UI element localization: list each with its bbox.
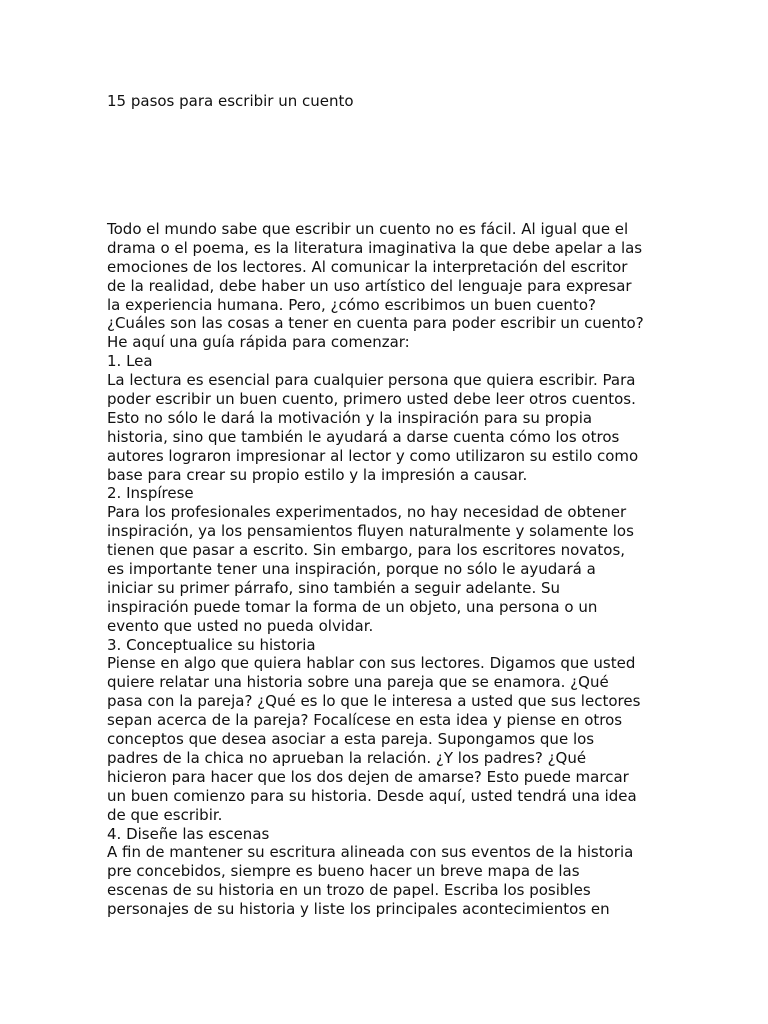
- body-line: la experiencia humana. Pero, ¿cómo escribimos un buen cuento?: [107, 295, 596, 314]
- body-line: padres de la chica no aprueban la relación. ¿Y los padres? ¿Qué: [107, 748, 587, 767]
- body-line: evento que usted no pueda olvidar.: [107, 616, 374, 635]
- body-line: La lectura es esencial para cualquier persona que quiera escribir. Para: [107, 371, 636, 390]
- body-line: emociones de los lectores. Al comunicar la interpretación del escritor: [107, 257, 628, 276]
- body-line: base para crear su propio estilo y la impresión a causar.: [107, 465, 528, 484]
- body-line: pre concebidos, siempre es bueno hacer un breve mapa de las: [107, 862, 580, 881]
- body-line: historia, sino que también le ayudará a darse cuenta cómo los otros: [107, 427, 620, 446]
- body-line: de la realidad, debe haber un uso artístico del lenguaje para expresar: [107, 276, 632, 295]
- document-title: 15 pasos para escribir un cuento: [107, 92, 354, 110]
- body-line: sepan acerca de la pareja? Focalícese en esta idea y piense en otros: [107, 711, 623, 730]
- document-body: [107, 220, 667, 919]
- body-line: drama o el poema, es la literatura imaginativa la que debe apelar a las: [107, 238, 643, 257]
- body-line: Esto no sólo le dará la motivación y la inspiración para su propia: [107, 408, 593, 427]
- body-line: autores lograron impresionar al lector y como utilizaron su estilo como: [107, 446, 639, 465]
- body-line: de que escribir.: [107, 805, 223, 824]
- body-line: A fin de mantener su escritura alineada con sus eventos de la historia: [107, 843, 634, 862]
- body-line: inspiración puede tomar la forma de un objeto, una persona o un: [107, 597, 598, 616]
- body-line: Piense en algo que quiera hablar con sus lectores. Digamos que usted: [107, 654, 636, 673]
- body-line: Para los profesionales experimentados, no hay necesidad de obtener: [107, 503, 627, 522]
- body-line: personajes de su historia y liste los principales acontecimientos en: [107, 900, 610, 919]
- body-line: inspiración, ya los pensamientos fluyen naturalmente y solamente los: [107, 522, 634, 541]
- section-heading: 1. Lea: [107, 352, 153, 371]
- body-line: He aquí una guía rápida para comenzar:: [107, 333, 410, 352]
- body-line: conceptos que desea asociar a esta pareja. Supongamos que los: [107, 730, 595, 749]
- section-heading: 3. Conceptualice su historia: [107, 635, 316, 654]
- body-line: escenas de su historia en un trozo de papel. Escriba los posibles: [107, 881, 591, 900]
- section-heading: 2. Inspírese: [107, 484, 194, 503]
- body-line: es importante tener una inspiración, porque no sólo le ayudará a: [107, 560, 596, 579]
- body-line: tienen que pasar a escrito. Sin embargo, para los escritores novatos,: [107, 541, 626, 560]
- body-line: poder escribir un buen cuento, primero usted debe leer otros cuentos.: [107, 390, 636, 409]
- body-line: hicieron para hacer que los dos dejen de amarse? Esto puede marcar: [107, 767, 629, 786]
- section-heading: 4. Diseñe las escenas: [107, 824, 270, 843]
- body-line: iniciar su primer párrafo, sino también a seguir adelante. Su: [107, 578, 561, 597]
- body-line: ¿Cuáles son las cosas a tener en cuenta para poder escribir un cuento?: [107, 314, 644, 333]
- body-line: pasa con la pareja? ¿Qué es lo que le interesa a usted que sus lectores: [107, 692, 641, 711]
- body-line: Todo el mundo sabe que escribir un cuento no es fácil. Al igual que el: [107, 220, 629, 238]
- body-line: un buen comienzo para su historia. Desde aquí, usted tendrá una idea: [107, 786, 637, 805]
- body-line: quiere relatar una historia sobre una pareja que se enamora. ¿Qué: [107, 673, 609, 692]
